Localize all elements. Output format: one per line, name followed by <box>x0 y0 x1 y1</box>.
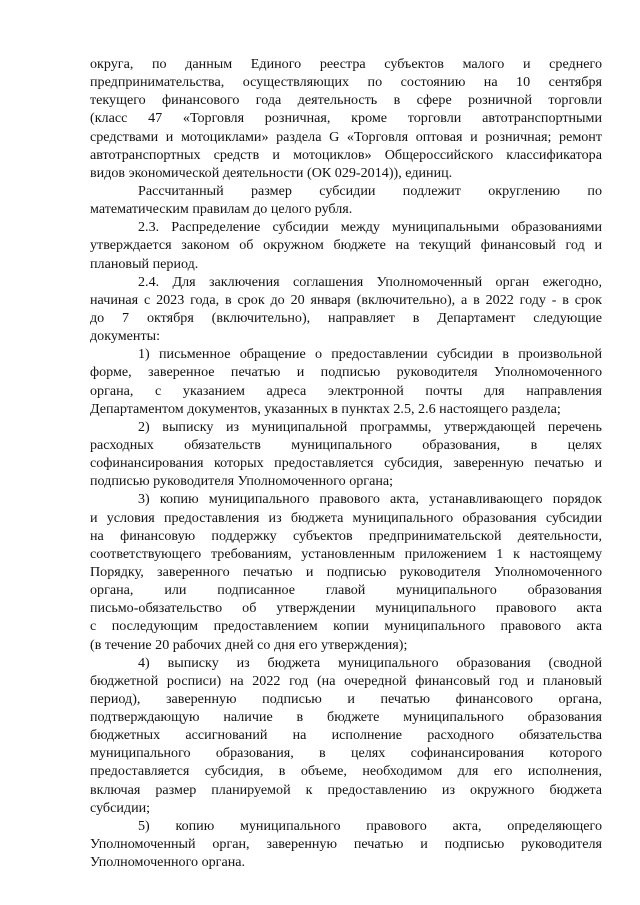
text-line: Рассчитанный размер субсидии подлежит округлению по <box>138 182 602 199</box>
text-line: и условия предоставления из бюджета муниципального образования субсидии <box>90 509 602 526</box>
text-line: Порядку, заверенного печатью и подписью руководителя Уполномоченного <box>90 563 602 580</box>
text-line: документы: <box>90 328 160 345</box>
text-line: математическим правилам до целого рубля. <box>90 201 353 218</box>
paragraph-item-3 <box>90 490 602 653</box>
text-line: плановый период. <box>90 255 199 272</box>
paragraph-item-1 <box>90 345 602 418</box>
paragraph-item-4 <box>90 654 602 817</box>
text-line: расходных обязательств муниципального образования, в целях <box>90 436 602 453</box>
text-line: предоставляется субсидия, в объеме, необходимом для его исполнения, <box>90 763 602 780</box>
text-line: период), заверенную подписью и печатью финансового органа, <box>90 690 602 707</box>
text-line: форме, заверенное печатью и подписью руководителя Уполномоченного <box>90 364 602 381</box>
text-line: Уполномоченного органа. <box>90 854 246 871</box>
text-line: органа, с указанием адреса электронной почты для направления <box>90 382 602 399</box>
text-line: Уполномоченный орган, заверенную печатью и подписью руководителя <box>90 836 602 853</box>
text-line: (класс 47 «Торговля розничная, кроме торговли автотранспортными <box>90 110 602 127</box>
paragraph-clause-2-4 <box>90 273 602 346</box>
text-line: (в течение 20 рабочих дней со дня его утверждения); <box>90 636 408 653</box>
text-line: видов экономической деятельности (ОК 029-2014)), единиц. <box>90 164 453 181</box>
text-line: 2.4. Для заключения соглашения Уполномоченный орган ежегодно, <box>138 273 602 290</box>
paragraph-item-5 <box>90 817 602 871</box>
text-line: подписью руководителя Уполномоченного органа; <box>90 473 394 490</box>
text-line: начиная с 2023 года, в срок до 20 января (включительно), а в 2022 году - в срок <box>90 291 602 308</box>
text-line: с последующим предоставлением копии муниципального правового акта <box>90 618 602 635</box>
text-line: Департаментом документов, указанных в пунктах 2.5, 2.6 настоящего раздела; <box>90 400 561 417</box>
text-line: на финансовую поддержку субъектов предпринимательской деятельности, <box>90 527 602 544</box>
text-line: 4) выписку из бюджета муниципального образования (сводной <box>138 654 602 671</box>
text-line: автотранспортных средств и мотоциклов» Общероссийского классификатора <box>90 146 602 163</box>
text-line: бюджетных ассигнований на исполнение расходного обязательства <box>90 727 602 744</box>
text-line: средствами и мотоциклами» раздела G «Торговля оптовая и розничная; ремонт <box>90 128 602 145</box>
text-line: муниципального образования, в целях софинансирования которого <box>90 745 602 762</box>
paragraph-intro-continuation <box>90 55 602 182</box>
document-page <box>90 55 602 871</box>
text-line: текущего финансового года деятельность в сфере розничной торговли <box>90 92 602 109</box>
text-line: субсидии; <box>90 799 151 816</box>
paragraph-item-2 <box>90 418 602 491</box>
text-line: 5) копию муниципального правового акта, определяющего <box>138 817 602 834</box>
text-line: софинансирования которых предоставляется субсидия, заверенную печатью и <box>90 455 602 472</box>
text-line: органа, или подписанное главой муниципального образования <box>90 582 602 599</box>
text-line: подтверждающую наличие в бюджете муниципального образования <box>90 709 602 726</box>
paragraph-rounding <box>90 182 602 218</box>
text-line: включая размер планируемой к предоставлению из окружного бюджета <box>90 781 602 798</box>
paragraph-clause-2-3 <box>90 218 602 272</box>
text-line: 2.3. Распределение субсидии между муниципальными образованиями <box>138 219 602 236</box>
text-line: округа, по данным Единого реестра субъектов малого и среднего <box>90 56 602 72</box>
text-line: предпринимательства, осуществляющих по состоянию на 10 сентября <box>90 74 602 91</box>
text-line: письмо-обязательство об утверждении муниципального правового акта <box>90 600 602 617</box>
text-line: до 7 октября (включительно), направляет в Департамент следующие <box>90 309 602 326</box>
text-line: бюджетной росписи) на 2022 год (на очередной финансовый год и плановый <box>90 672 602 689</box>
text-line: соответствующего требованиям, установленным приложением 1 к настоящему <box>90 545 602 562</box>
text-line: 3) копию муниципального правового акта, устанавливающего порядок <box>138 491 602 508</box>
text-line: утверждается законом об окружном бюджете на текущий финансовый год и <box>90 237 602 254</box>
text-line: 1) письменное обращение о предоставлении субсидии в произвольной <box>138 346 602 363</box>
text-line: 2) выписку из муниципальной программы, утверждающей перечень <box>138 418 602 435</box>
